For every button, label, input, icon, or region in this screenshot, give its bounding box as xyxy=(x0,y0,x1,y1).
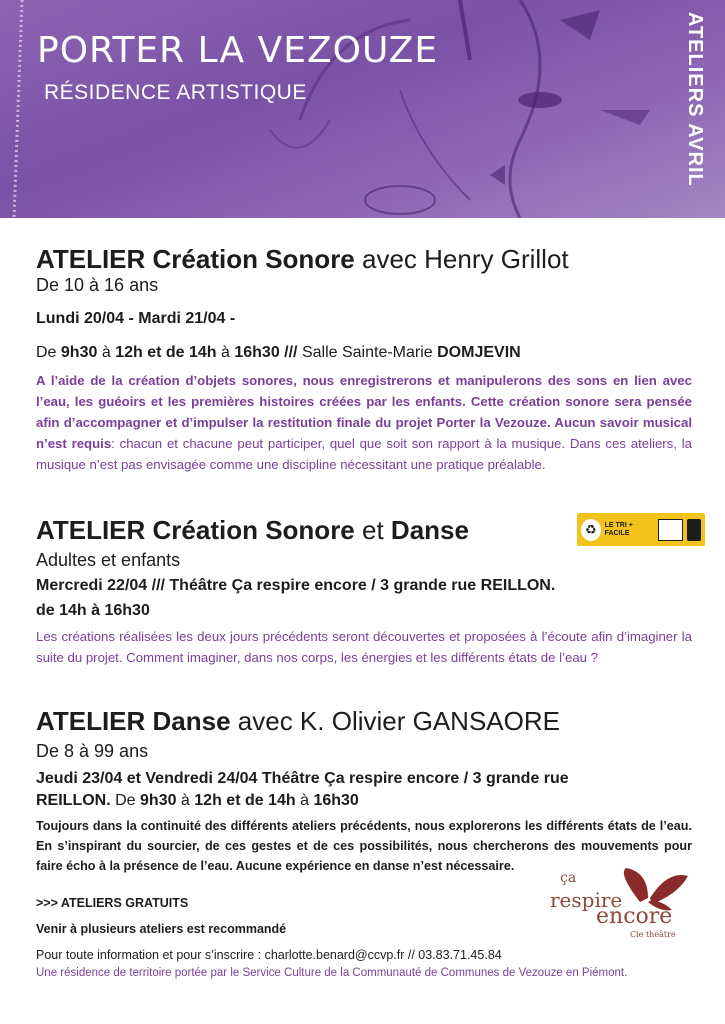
atelier-1-dates: Lundi 20/04 - Mardi 21/04 - xyxy=(36,310,236,327)
atelier-2-dates: Mercredi 22/04 /// Théâtre Ça respire encore / 3 grande rue REILLON. xyxy=(36,577,556,594)
banner-title: PORTER LA VEZOUZE xyxy=(37,30,439,71)
atelier-2-description: Les créations réalisées les deux jours précédents seront découvertes et proposées à l’écoute afin d’imaginer la suite du projet. Comment imaginer, dans nos corps, les énergies et les différents états de l’eau ? xyxy=(36,629,692,665)
atelier-3-section xyxy=(36,706,692,876)
atelier-1-age: De 10 à 16 ans xyxy=(36,275,159,295)
ca-respire-encore-logo xyxy=(548,864,690,944)
atelier-2-time: de 14h à 16h30 xyxy=(36,602,150,619)
atelier-3-age: De 8 à 99 ans xyxy=(36,741,149,761)
credit-line: Une résidence de territoire portée par le Service Culture de la Communauté de Communes de Vezouze en Piémont. xyxy=(36,967,628,979)
banner-subtitle: RÉSIDENCE ARTISTIQUE xyxy=(44,81,307,104)
logo-ca: ça xyxy=(560,870,577,886)
banner-side-label: ATELIERS AVRIL xyxy=(684,12,706,187)
logo-cie: Cie théâtre xyxy=(630,930,676,939)
recommend-note: Venir à plusieurs ateliers est recommandé xyxy=(36,922,287,936)
logo-respire: respire xyxy=(550,888,623,912)
atelier-1-time-place: De 9h30 à 12h et de 14h à 16h30 /// Salle Sainte-Marie DOMJEVIN xyxy=(36,344,521,361)
atelier-2-title: ATELIER Création Sonore et Danse xyxy=(36,515,469,545)
recycle-icon: ♻ xyxy=(581,519,601,541)
atelier-1-description: A l’aide de la création d’objets sonores, nous enregistrerons et manipulerons des sons en lien avec l’eau, les guéoirs et les premières histoires créées par les enfants. Cette création sonore sera pensée afin d’accompagner et d’impulser la restitution finale du projet Porter la Vezouze. Aucun savoir musical n’est requis: chacun et chacune peut participer, quel que soit son rapport à la musique. Dans ces ateliers, la musique n’est pas envisagée comme une discipline nécessitant une pratique préalable. xyxy=(36,373,692,472)
logo-encore: encore xyxy=(596,904,673,929)
free-workshops: >>> ATELIERS GRATUITS xyxy=(36,896,189,910)
atelier-3-title: ATELIER Danse avec K. Olivier GANSAORE xyxy=(36,706,560,736)
contact-info: Pour toute information et pour s’inscrire : charlotte.benard@ccvp.fr // 03.83.71.45.84 xyxy=(36,948,502,962)
header-banner xyxy=(0,0,725,218)
atelier-3-description: Toujours dans la continuité des différents ateliers précédents, nous explorerons les différents états de l’eau. En s’inspirant du sourcier, de ces gestes et de ces possibilités, nous chercherons des mouvements pour faire écho à la présence de l’eau. Aucune expérience en danse n’est nécessaire. xyxy=(36,819,692,873)
atelier-1-title: ATELIER Création Sonore avec Henry Grillot xyxy=(36,244,569,274)
tri-label: LE TRI + FACILE xyxy=(604,521,633,537)
atelier-2-section xyxy=(36,515,692,668)
atelier-3-time: REILLON. De 9h30 à 12h et de 14h à 16h30 xyxy=(36,792,359,809)
atelier-3-dates: Jeudi 23/04 et Vendredi 24/04 Théâtre Ça respire encore / 3 grande rue xyxy=(36,770,569,787)
atelier-1-section xyxy=(36,244,692,475)
atelier-2-audience: Adultes et enfants xyxy=(36,550,181,570)
